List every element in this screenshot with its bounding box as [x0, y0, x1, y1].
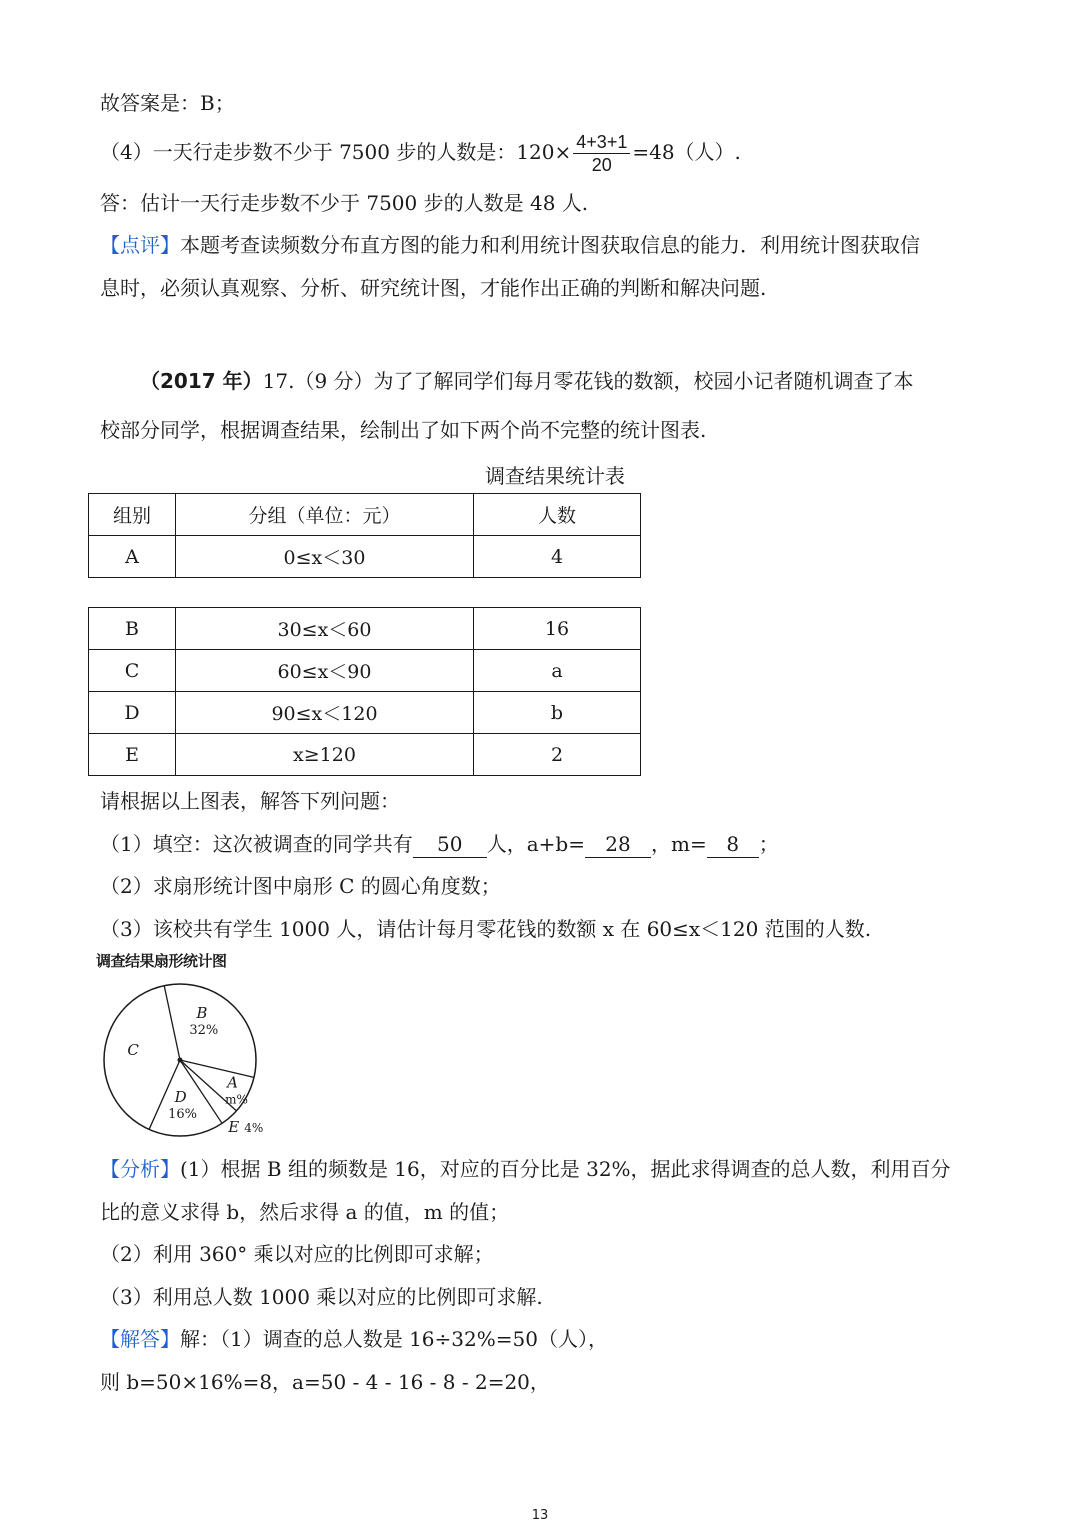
- question-3: （3）该校共有学生 1000 人，请估计每月零花钱的数额 x 在 60≤x＜120 范围的人数.: [100, 917, 872, 941]
- pie-chart: [96, 950, 296, 1150]
- table-row: [89, 734, 641, 776]
- pie-label-b: B: [196, 1004, 208, 1023]
- blank-m: 8: [707, 831, 759, 858]
- table-row: [89, 536, 641, 578]
- question-year: （2017 年）: [140, 369, 263, 393]
- table-cell: 0≤x＜30: [176, 536, 474, 578]
- analysis-line-4: （3）利用总人数 1000 乘以对应的比例即可求解.: [100, 1285, 543, 1309]
- table-cell: 2: [474, 734, 641, 776]
- analysis-line-2: 比的意义求得 b，然后求得 a 的值，m 的值；: [100, 1200, 510, 1224]
- pie-center: [178, 1058, 183, 1063]
- pie-label-d: D: [174, 1087, 187, 1106]
- pie-slice-divider-a: [180, 1060, 254, 1077]
- table-cell: 90≤x＜120: [176, 692, 474, 734]
- fraction: $\frac{4+3+1}{20}$: [573, 131, 630, 176]
- pie-value-b: 32%: [189, 1023, 219, 1039]
- pie-label-c: C: [127, 1041, 139, 1060]
- blank-sum: 28: [585, 831, 651, 858]
- comment-tag: 【点评】: [100, 233, 180, 257]
- table-title: 调查结果统计表: [485, 464, 625, 488]
- pie-title: 调查结果扇形统计图: [96, 952, 227, 970]
- table-row: [89, 608, 641, 650]
- analysis-line-3: （2）利用 360° 乘以对应的比例即可求解；: [100, 1242, 494, 1266]
- table-header-row: [89, 494, 641, 536]
- table-header-cell: 人数: [474, 494, 641, 536]
- table-cell: 4: [474, 536, 641, 578]
- pie-label-a: A: [227, 1073, 238, 1092]
- question-2: （2）求扇形统计图中扇形 C 的圆心角度数；: [100, 874, 501, 898]
- answer-estimate-line: 答：估计一天行走步数不少于 7500 步的人数是 48 人.: [100, 191, 589, 215]
- table-cell: 60≤x＜90: [176, 650, 474, 692]
- comment-line: 【点评】本题考查读频数分布直方图的能力和利用统计图获取信息的能力．利用统计图获取信: [100, 233, 920, 257]
- solution-line-2: 则 b=50×16%=8，a=50 - 4 - 16 - 8 - 2=20，: [100, 1370, 550, 1394]
- table-cell: B: [89, 608, 176, 650]
- comment-line-2: 息时，必须认真观察、分析、研究统计图，才能作出正确的判断和解决问题.: [100, 276, 767, 300]
- blank-total: 50: [413, 831, 487, 858]
- solution-line-1: 【解答】解：（1）调查的总人数是 16÷32%=50（人），: [100, 1327, 608, 1351]
- table-cell: D: [89, 692, 176, 734]
- table-cell: a: [474, 650, 641, 692]
- table-cell: 16: [474, 608, 641, 650]
- table-row: [89, 650, 641, 692]
- question-1: （1）填空：这次被调查的同学共有 50 人，a+b= 28 ，m= 8 ；: [100, 832, 779, 856]
- pie-slice-divider-b: [164, 986, 180, 1060]
- question-heading: （2017 年）17.（9 分）为了了解同学们每月零花钱的数额，校园小记者随机调查了本: [140, 369, 914, 393]
- questions-intro: 请根据以上图表，解答下列问题：: [100, 789, 400, 813]
- stat-table-bottom: [88, 607, 641, 776]
- table-cell: E: [89, 734, 176, 776]
- analysis-tag: 【分析】: [100, 1157, 180, 1181]
- analysis-line-1: 【分析】(1）根据 B 组的频数是 16，对应的百分比是 32%，据此求得调查的总人数，利用百分: [100, 1157, 951, 1181]
- solution-tag: 【解答】: [100, 1327, 180, 1351]
- answer-line: 故答案是：B；: [100, 91, 235, 115]
- table-cell: C: [89, 650, 176, 692]
- table-header-cell: 组别: [89, 494, 176, 536]
- pie-svg: [96, 950, 296, 1150]
- page-number: 13: [531, 1508, 549, 1523]
- table-cell: b: [474, 692, 641, 734]
- table-header-cell: 分组（单位：元）: [176, 494, 474, 536]
- pie-value-d: 16%: [168, 1106, 198, 1122]
- table-cell: x≥120: [176, 734, 474, 776]
- table-cell: 30≤x＜60: [176, 608, 474, 650]
- table-row: [89, 692, 641, 734]
- pie-value-e: 4%: [244, 1120, 264, 1135]
- table-cell: A: [89, 536, 176, 578]
- stat-table-top: [88, 493, 641, 578]
- pie-value-a: m%: [225, 1092, 248, 1107]
- pie-label-e: E: [228, 1117, 240, 1136]
- calc-line: （4）一天行走步数不少于 7500 步的人数是：120× $\frac{4+3+1}{20}$ =48（人）.: [100, 132, 741, 175]
- question-text-2: 校部分同学，根据调查结果，绘制出了如下两个尚不完整的统计图表.: [100, 418, 707, 442]
